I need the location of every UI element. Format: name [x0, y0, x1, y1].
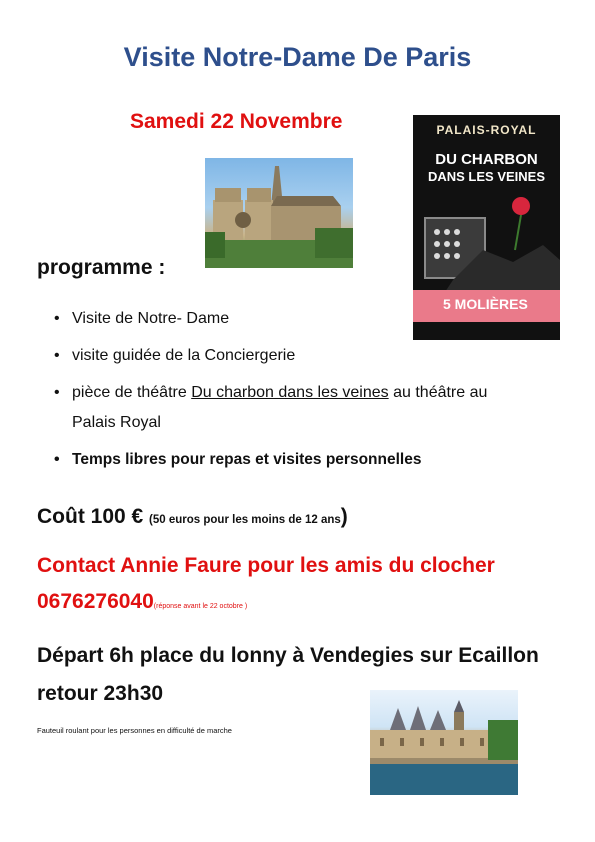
bullet-icon: • — [54, 310, 60, 327]
notre-dame-illustration — [205, 158, 353, 268]
bullet-icon: • — [54, 384, 60, 401]
list-item — [54, 341, 494, 371]
cost-line — [37, 505, 348, 529]
programme-item-theatre-suffix: au théâtre au Palais Royal — [72, 384, 488, 431]
contact-deadline-note: (réponse avant le 22 octobre ) — [153, 603, 248, 610]
programme-item-free-time: Temps libres pour repas et visites personnelles — [72, 451, 422, 468]
departure-info: Départ 6h place du lonny à Vendegies sur Ecaillon retour 23h30 — [37, 644, 539, 705]
bullet-icon: • — [54, 347, 60, 364]
poster-title-line1: DU CHARBON — [435, 151, 538, 168]
programme-list — [54, 304, 494, 482]
cost-detail: (50 euros pour les moins de 12 ans — [149, 514, 341, 526]
programme-item-conciergerie: visite guidée de la Conciergerie — [72, 347, 296, 364]
cost-close: ) — [340, 505, 348, 528]
conciergerie-photo — [370, 690, 518, 795]
poster-title-line2: DANS LES VEINES — [427, 169, 546, 184]
poster-award-text: 5 MOLIÈRES — [443, 296, 528, 312]
conciergerie-illustration — [370, 690, 518, 795]
wheelchair-note: Fauteuil roulant pour les personnes en difficulté de marche — [37, 726, 232, 735]
poster-theatre-name: PALAIS-ROYAL — [436, 123, 537, 137]
list-item — [54, 304, 494, 334]
event-date: Samedi 22 Novembre — [130, 110, 343, 133]
contact-line — [37, 548, 507, 625]
programme-item-theatre-prefix: pièce de théâtre — [72, 384, 192, 401]
page-title: Visite Notre-Dame De Paris — [123, 42, 472, 72]
bullet-icon: • — [54, 451, 60, 468]
list-item — [54, 378, 494, 438]
contact-main: Contact Annie Faure pour les amis du clocher 0676276040 — [37, 554, 495, 613]
cost-main: Coût 100 € — [37, 505, 150, 528]
play-title-link[interactable]: Du charbon dans les veines — [191, 384, 389, 401]
programme-heading: programme : — [37, 256, 166, 279]
notre-dame-photo — [205, 158, 353, 268]
programme-item-notre-dame: Visite de Notre- Dame — [72, 310, 230, 327]
list-item — [54, 445, 494, 475]
